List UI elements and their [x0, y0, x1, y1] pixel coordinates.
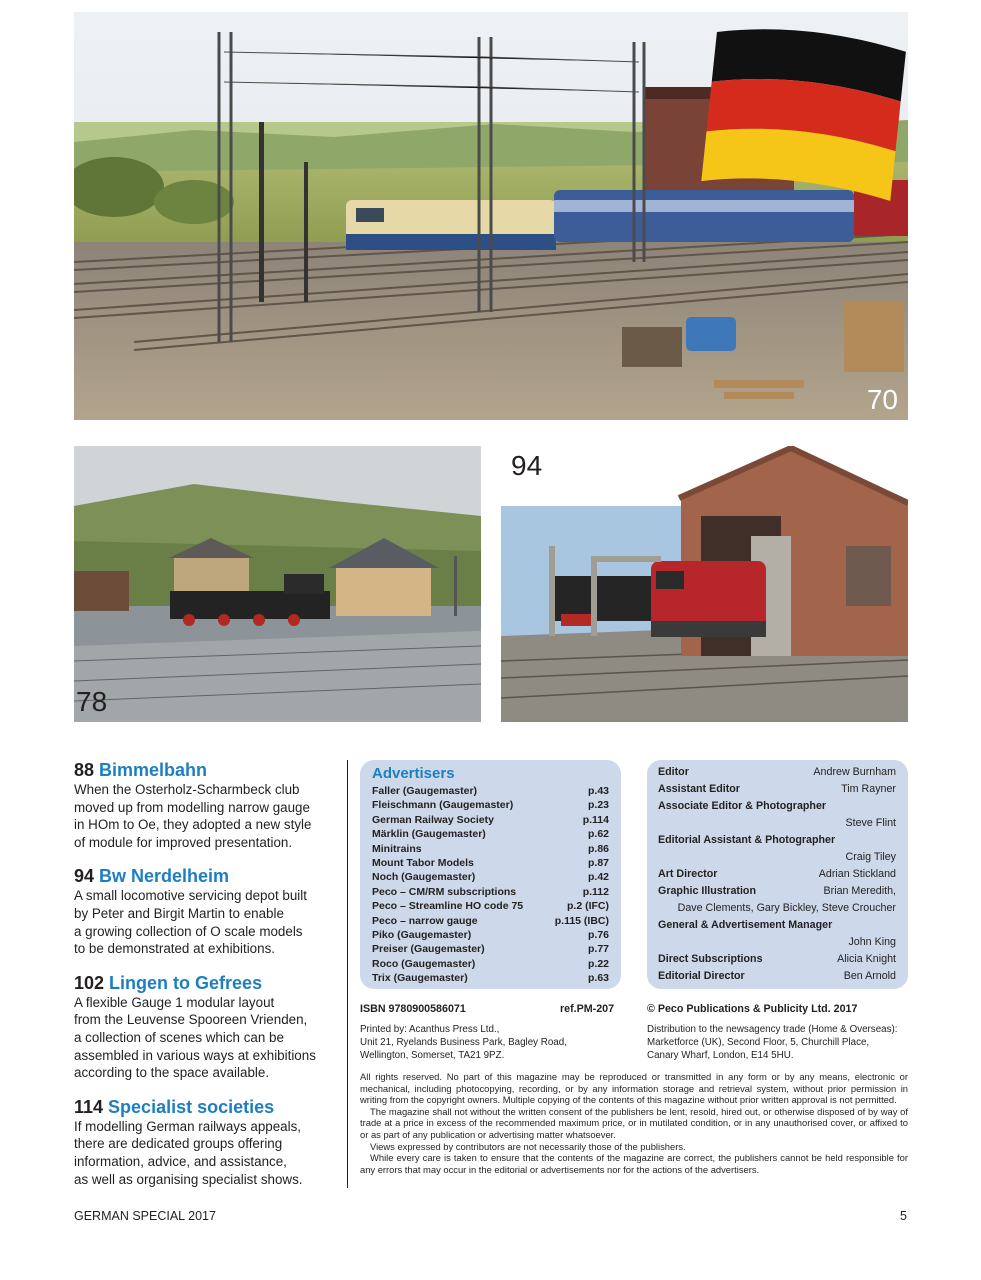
distribution-address: Distribution to the newsagency trade (Home & Overseas): Marketforce (UK), Second Floor, 5, Churchill Place, Canary Wharf, London, E14 5HU.	[647, 1024, 898, 1062]
advertiser-row: Trix (Gaugemaster) p.63	[372, 972, 609, 985]
advertiser-row: Peco – CM/RM subscriptions p.112	[372, 885, 609, 898]
page-number: 5	[900, 1209, 907, 1223]
feature-description: A small locomotive servicing depot built by Peter and Birgit Martin to enable a growing collection of O scale models to be demonstrated at exhibitions.	[74, 888, 307, 957]
photo-page-number: 94	[511, 450, 543, 481]
feature-item	[74, 865, 336, 957]
footer-publication-title: GERMAN SPECIAL 2017	[74, 1209, 216, 1223]
staff-row: Associate Editor & Photographer	[658, 800, 827, 812]
advertiser-row: Minitrains p.86	[372, 842, 609, 855]
staff-row: Assistant Editor Tim Rayner	[658, 783, 896, 795]
advertiser-row: Roco (Gaugemaster) p.22	[372, 957, 609, 970]
isbn: ISBN 9780900586071	[360, 1003, 466, 1015]
staff-name: Craig Tiley	[845, 851, 896, 863]
feature-title[interactable]: Bw Nerdelheim	[99, 866, 230, 887]
photo-overhead-catenary-layout	[74, 12, 908, 420]
copyright-notice: © Peco Publications & Publicity Ltd. 2017	[647, 1003, 858, 1015]
advertiser-row: Peco – Streamline HO code 75 p.2 (IFC)	[372, 900, 609, 913]
photo-locomotive-depot	[501, 446, 908, 722]
advertisers-title: Advertisers	[372, 765, 455, 782]
advertiser-row: German Railway Society p.114	[372, 813, 609, 826]
advertiser-row: Peco – narrow gauge p.115 (IBC)	[372, 914, 609, 927]
staff-row: Editorial Director Ben Arnold	[658, 970, 896, 982]
feature-page: 94	[74, 866, 95, 887]
staff-credits-box	[647, 760, 908, 989]
feature-page: 88	[74, 760, 95, 780]
feature-description: A flexible Gauge 1 modular layout from the Leuvense Spooreen Vrienden, a collection of scenes which can be assembled in various ways at exhibitions according to the space available.	[74, 994, 316, 1081]
reference-code: ref.PM-207	[560, 1003, 615, 1015]
advertiser-row: Faller (Gaugemaster) p.43	[372, 785, 609, 797]
staff-row: Art Director Adrian Stickland	[658, 868, 896, 880]
staff-row: General & Advertisement Manager	[658, 919, 833, 931]
feature-item	[74, 759, 336, 851]
advertisers-box	[360, 760, 621, 989]
photo-narrow-gauge-station	[74, 446, 481, 722]
feature-title[interactable]: Bimmelbahn	[99, 760, 208, 780]
printer-address: Printed by: Acanthus Press Ltd., Unit 21, Ryelands Business Park, Bagley Road, Wellington, Somerset, TA21 9PZ.	[360, 1024, 567, 1062]
advertiser-row: Piko (Gaugemaster) p.76	[372, 929, 609, 942]
advertiser-row: Mount Tabor Models p.87	[372, 857, 609, 870]
advertiser-row: Preiser (Gaugemaster) p.77	[372, 943, 609, 956]
feature-page: 114	[74, 1096, 104, 1117]
feature-description: When the Osterholz-Scharmbeck club moved up from modelling narrow gauge in HOm to Oe, they adopted a new style of module for improved presentation.	[74, 782, 312, 850]
staff-name: John King	[848, 936, 896, 948]
column-divider	[347, 760, 348, 1188]
staff-row: Editor Andrew Burnham	[658, 766, 896, 778]
feature-title[interactable]: Specialist societies	[108, 1096, 275, 1117]
staff-row: Direct Subscriptions Alicia Knight	[658, 953, 896, 965]
staff-name: Dave Clements, Gary Bickley, Steve Croucher	[677, 902, 896, 914]
features-list	[74, 759, 336, 1202]
advertiser-row: Fleischmann (Gaugemaster) p.23	[372, 799, 609, 812]
feature-description: If modelling German railways appeals, there are dedicated groups offering information, advice, and assistance, as well as organising specialist shows.	[74, 1118, 303, 1187]
feature-item	[74, 1096, 336, 1188]
feature-item	[74, 972, 336, 1082]
photo-page-number: 78	[76, 686, 108, 717]
feature-title[interactable]: Lingen to Gefrees	[109, 972, 263, 993]
advertiser-row: Märklin (Gaugemaster) p.62	[372, 828, 609, 841]
feature-page: 102	[74, 972, 105, 993]
advertiser-row: Noch (Gaugemaster) p.42	[372, 871, 609, 884]
staff-name: Steve Flint	[845, 817, 896, 829]
rights-notice: All rights reserved. No part of this magazine may be reproduced or transmitted in any form or by any means, electronic or mechanical, including photocopying, recording, or by any information storage and retrieval system, without prior permission in writing from the copyright owners. Multiple copying of the contents of this magazine without prior written approval is not permitted. The magazine shall not without the written consent of the publishers be lent, resold, hired out, or otherwise disposed of by way of trade at a price in excess of the recommended maximum price, or in mutilated condition, or in any unauthorised cover, or affixed to or as part of any publication or advertising matter whatsoever. Views expressed by contributors are not necessarily those of the publishers. While every care is taken to ensure that the contents of the magazine are correct, the publishers cannot be held responsible for any errors that may occur in the editorial or advertisements nor for the actions of the advertisers.	[360, 1071, 908, 1175]
staff-row: Editorial Assistant & Photographer	[658, 834, 836, 846]
staff-row: Graphic Illustration Brian Meredith,	[658, 885, 896, 897]
photo-page-number: 70	[866, 384, 898, 415]
